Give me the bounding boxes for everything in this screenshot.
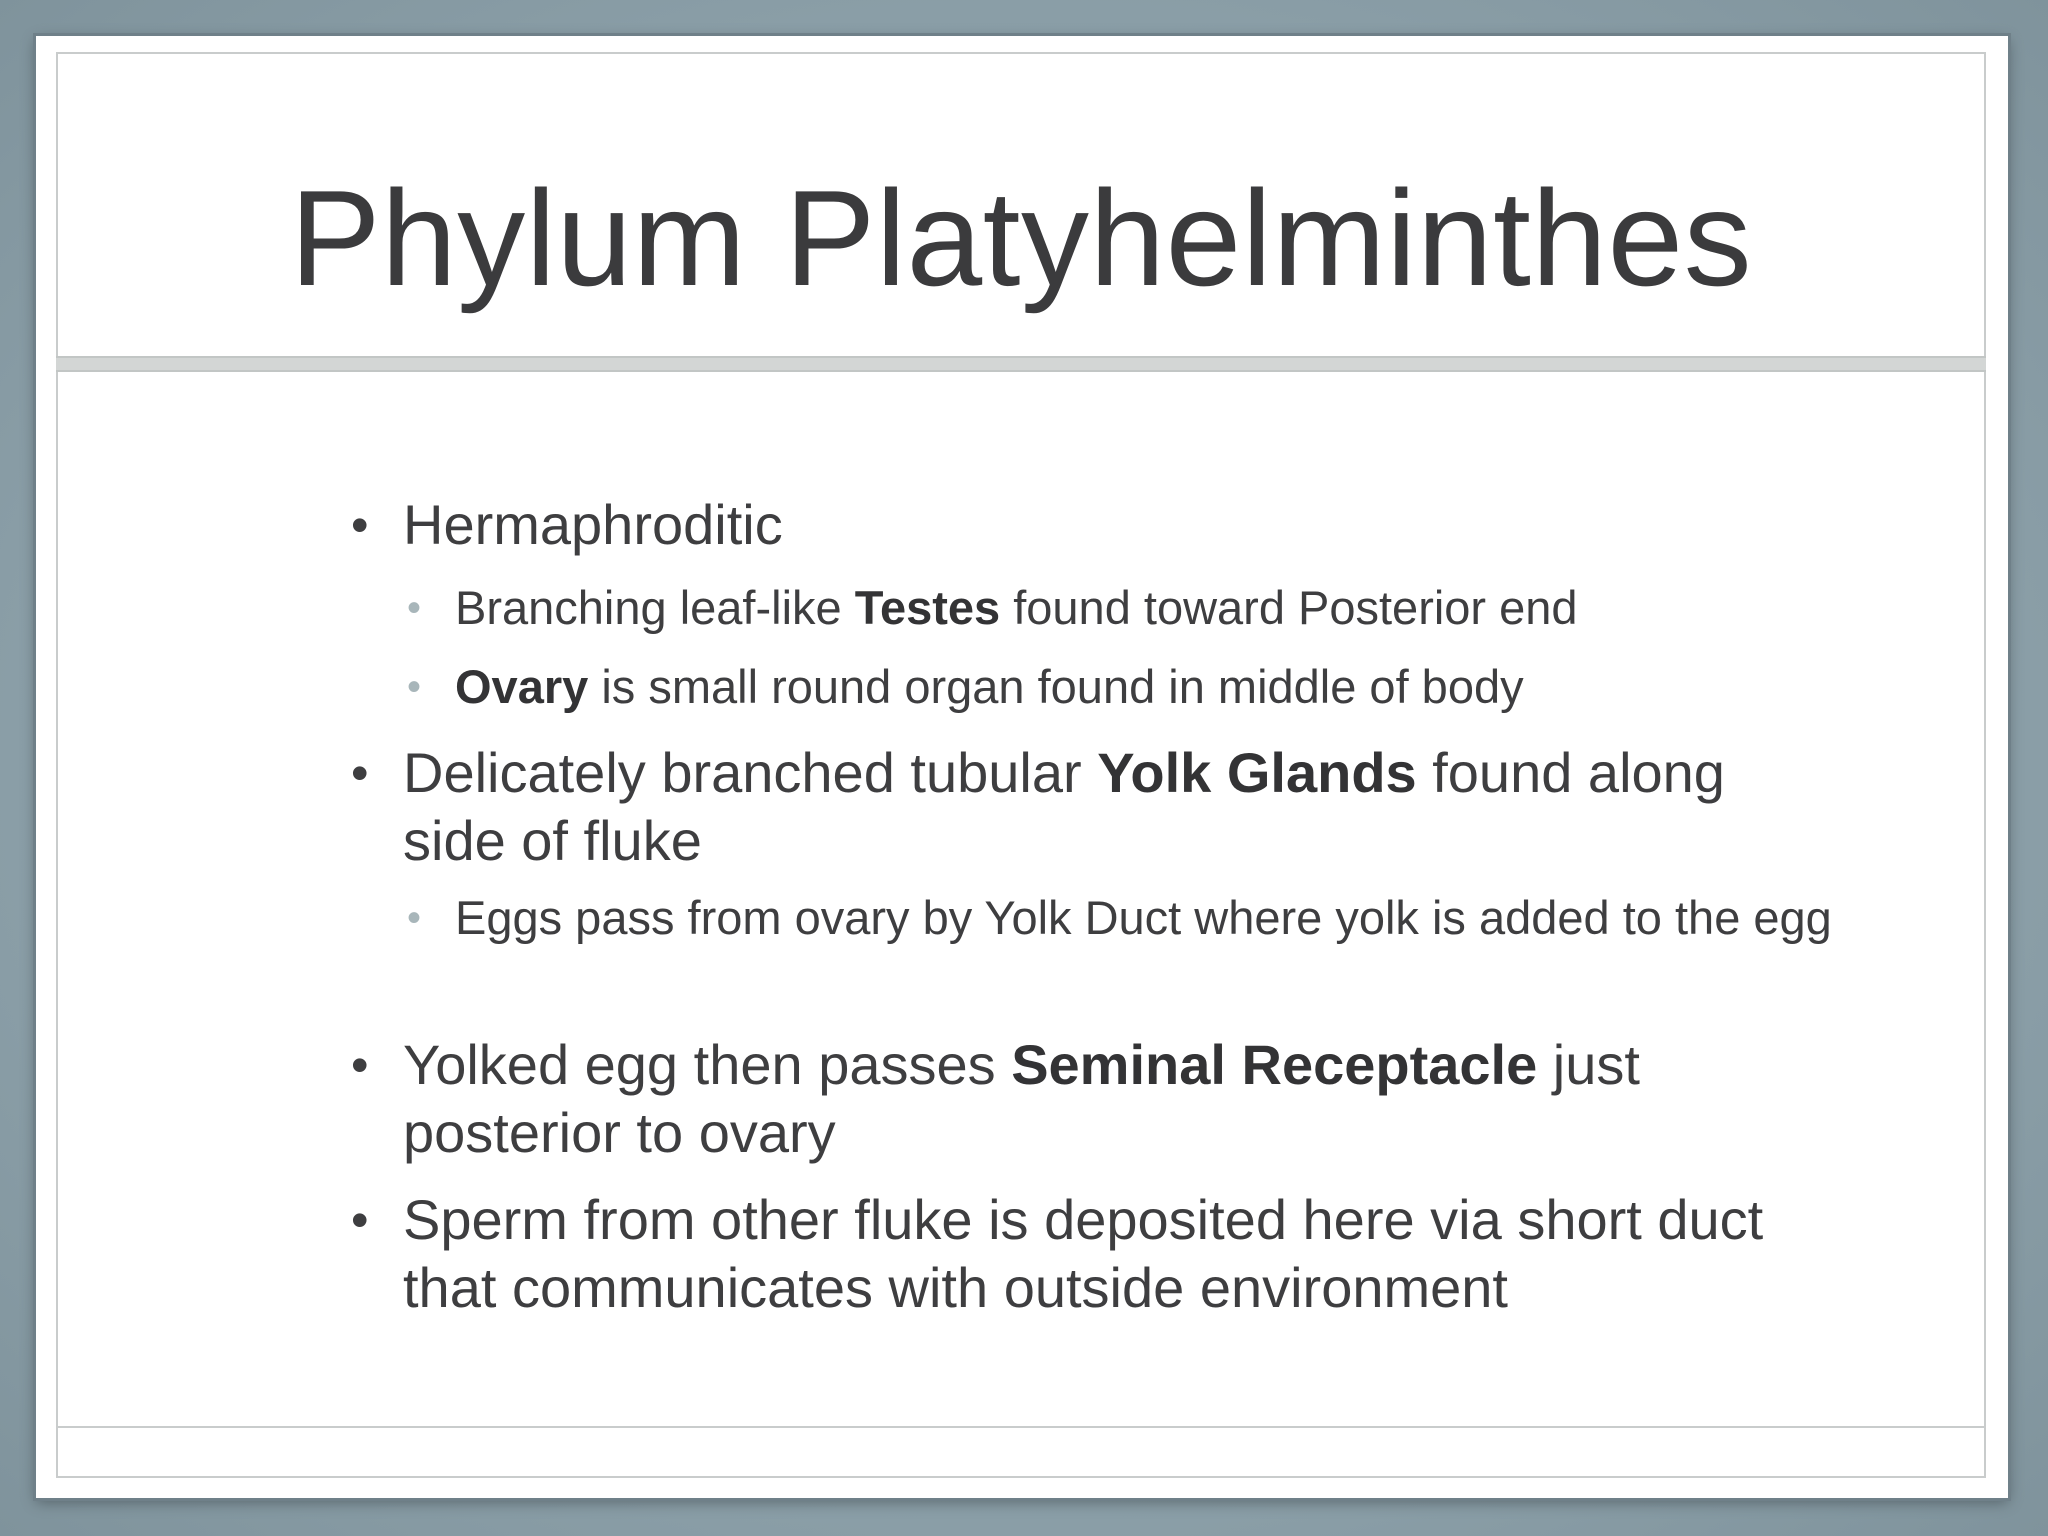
bullet-item bbox=[351, 491, 1833, 559]
bullet-item bbox=[351, 739, 1833, 875]
bullet-icon: • bbox=[351, 745, 369, 801]
sub-bullet-item bbox=[407, 577, 1835, 639]
slide-title: Phylum Platyhelminthes bbox=[289, 162, 1753, 314]
sub-bullet-icon: • bbox=[407, 896, 422, 940]
bullet-text: found along side of fluke bbox=[403, 741, 1725, 872]
slide bbox=[36, 36, 2008, 1498]
bullet-text: Yolked egg then passes bbox=[403, 1033, 1012, 1096]
sub-bullet-icon: • bbox=[407, 586, 422, 630]
bullet-text: just posterior to ovary bbox=[403, 1033, 1640, 1164]
sub-bullet-item bbox=[407, 656, 1835, 718]
bullet-bold-term: Ovary bbox=[455, 660, 589, 713]
sub-bullet-item bbox=[407, 887, 1835, 949]
bullet-text: Hermaphroditic bbox=[403, 493, 783, 556]
bullet-bold-term: Testes bbox=[854, 581, 1001, 634]
bullet-text: Branching leaf-like bbox=[455, 581, 855, 634]
bullet-text: found toward Posterior end bbox=[1000, 581, 1578, 634]
bullet-item bbox=[351, 1186, 1833, 1322]
bullet-text: is small round organ found in middle of body bbox=[588, 660, 1524, 713]
bullet-list bbox=[36, 36, 2008, 1498]
bullet-text: Delicately branched tubular bbox=[403, 741, 1098, 804]
bullet-bold-term: Yolk Glands bbox=[1097, 741, 1417, 804]
bullet-text: Sperm from other fluke is deposited here via short duct that communicates with outside environment bbox=[403, 1188, 1764, 1319]
bullet-icon: • bbox=[351, 1192, 369, 1248]
bullet-icon: • bbox=[351, 1037, 369, 1093]
footer-divider bbox=[56, 1426, 1986, 1428]
bullet-text: Eggs pass from ovary by Yolk Duct where yolk is added to the egg bbox=[455, 891, 1832, 944]
sub-bullet-icon: • bbox=[407, 665, 422, 709]
bullet-icon: • bbox=[351, 497, 369, 553]
bullet-bold-term: Seminal Receptacle bbox=[1011, 1033, 1538, 1096]
bullet-item bbox=[351, 1031, 1833, 1167]
